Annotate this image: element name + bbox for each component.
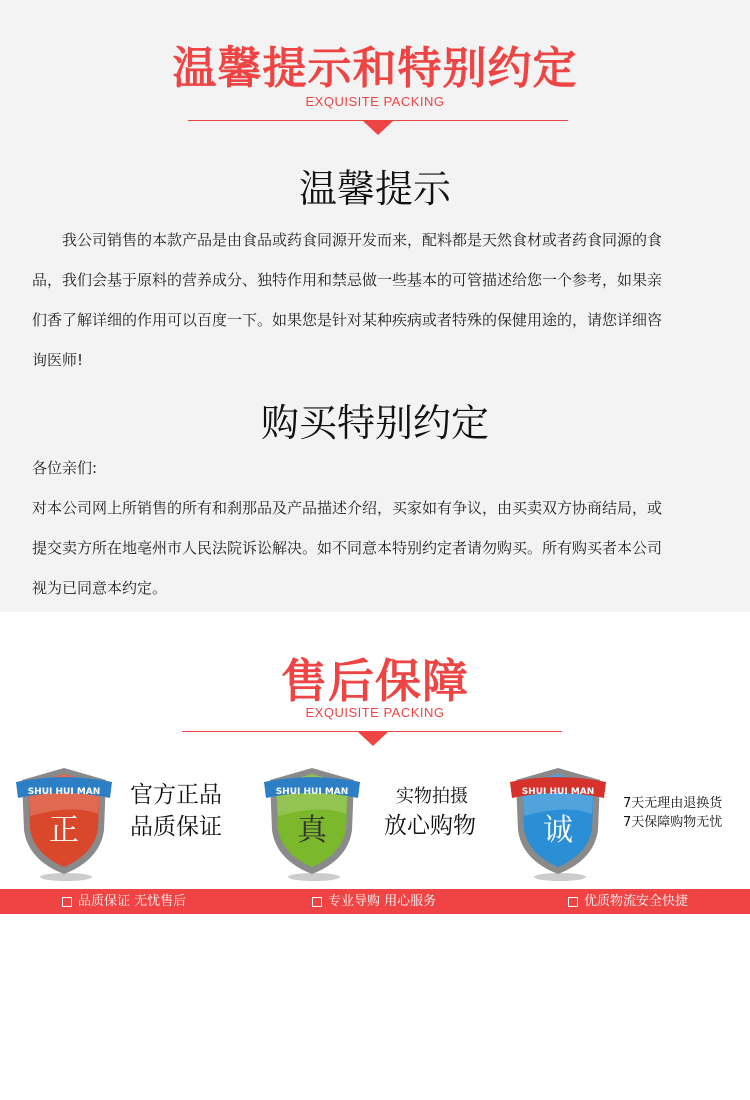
bar-item-label: 专业导购 用心服务 [328, 894, 437, 909]
bar-item-label: 优质物流安全快捷 [584, 894, 689, 909]
reminder-line: 我公司销售的本款产品是由食品或药食同源开发而来，配料都是天然食材或者药食同源的食 [62, 231, 663, 249]
shield-badge-text: SHUI HUI MAN [275, 787, 349, 797]
notice-title: 温馨提示和特别约定 [172, 43, 578, 94]
service-bar [0, 889, 750, 914]
notice-subtitle: EXQUISITE PACKING [305, 94, 445, 109]
shield-badge-text: SHUI HUI MAN [27, 787, 101, 797]
bar-item [568, 889, 688, 914]
card-line: 实物拍摄 [396, 786, 468, 807]
card-line: 7天保障购物无忧 [623, 815, 723, 830]
shield-glyph: 真 [297, 813, 327, 848]
card-line: 官方正品 [130, 782, 222, 808]
agreement-line: 各位亲们: [32, 459, 98, 477]
agreement-line: 对本公司网上所销售的所有和刹那品及产品描述介绍，买家如有争议，由买卖双方协商结局，或 [32, 499, 663, 517]
agreement-heading: 购买特别约定 [260, 401, 489, 445]
checkbox-icon [62, 897, 72, 907]
service-subtitle: EXQUISITE PACKING [305, 705, 445, 720]
shield-icon [508, 764, 608, 884]
shield-glyph: 诚 [543, 813, 573, 848]
card-line: 7天无理由退换货 [623, 796, 723, 811]
service-title: 售后保障 [281, 654, 469, 708]
service-divider-arrow [358, 732, 388, 746]
agreement-line: 视为已同意本约定。 [32, 579, 168, 597]
card-line: 品质保证 [130, 814, 222, 840]
reminder-line: 们香了解详细的作用可以百度一下。如果您是针对某种疾病或者特殊的保健用途的，请您详细咨 [32, 311, 663, 329]
reminder-line: 询医师! [32, 351, 84, 369]
checkbox-icon [312, 897, 322, 907]
card-line: 放心购物 [384, 813, 476, 839]
bar-item-label: 品质保证 无忧售后 [78, 894, 187, 909]
reminder-line: 品，我们会基于原料的营养成分、独特作用和禁忌做一些基本的可管描述给您一个参考，如果亲 [32, 271, 663, 289]
shield-badge-text: SHUI HUI MAN [521, 787, 595, 797]
agreement-line: 提交卖方所在地亳州市人民法院诉讼解决。如不同意本特别约定者请勿购买。所有购买者本公司 [32, 539, 663, 557]
reminder-heading: 温馨提示 [298, 167, 451, 211]
shield-icon [14, 764, 114, 884]
notice-divider-arrow [363, 121, 393, 135]
shield-icon [262, 764, 362, 884]
checkbox-icon [568, 897, 578, 907]
shield-glyph: 正 [49, 813, 79, 848]
bar-item [312, 889, 436, 914]
bar-item [62, 889, 186, 914]
